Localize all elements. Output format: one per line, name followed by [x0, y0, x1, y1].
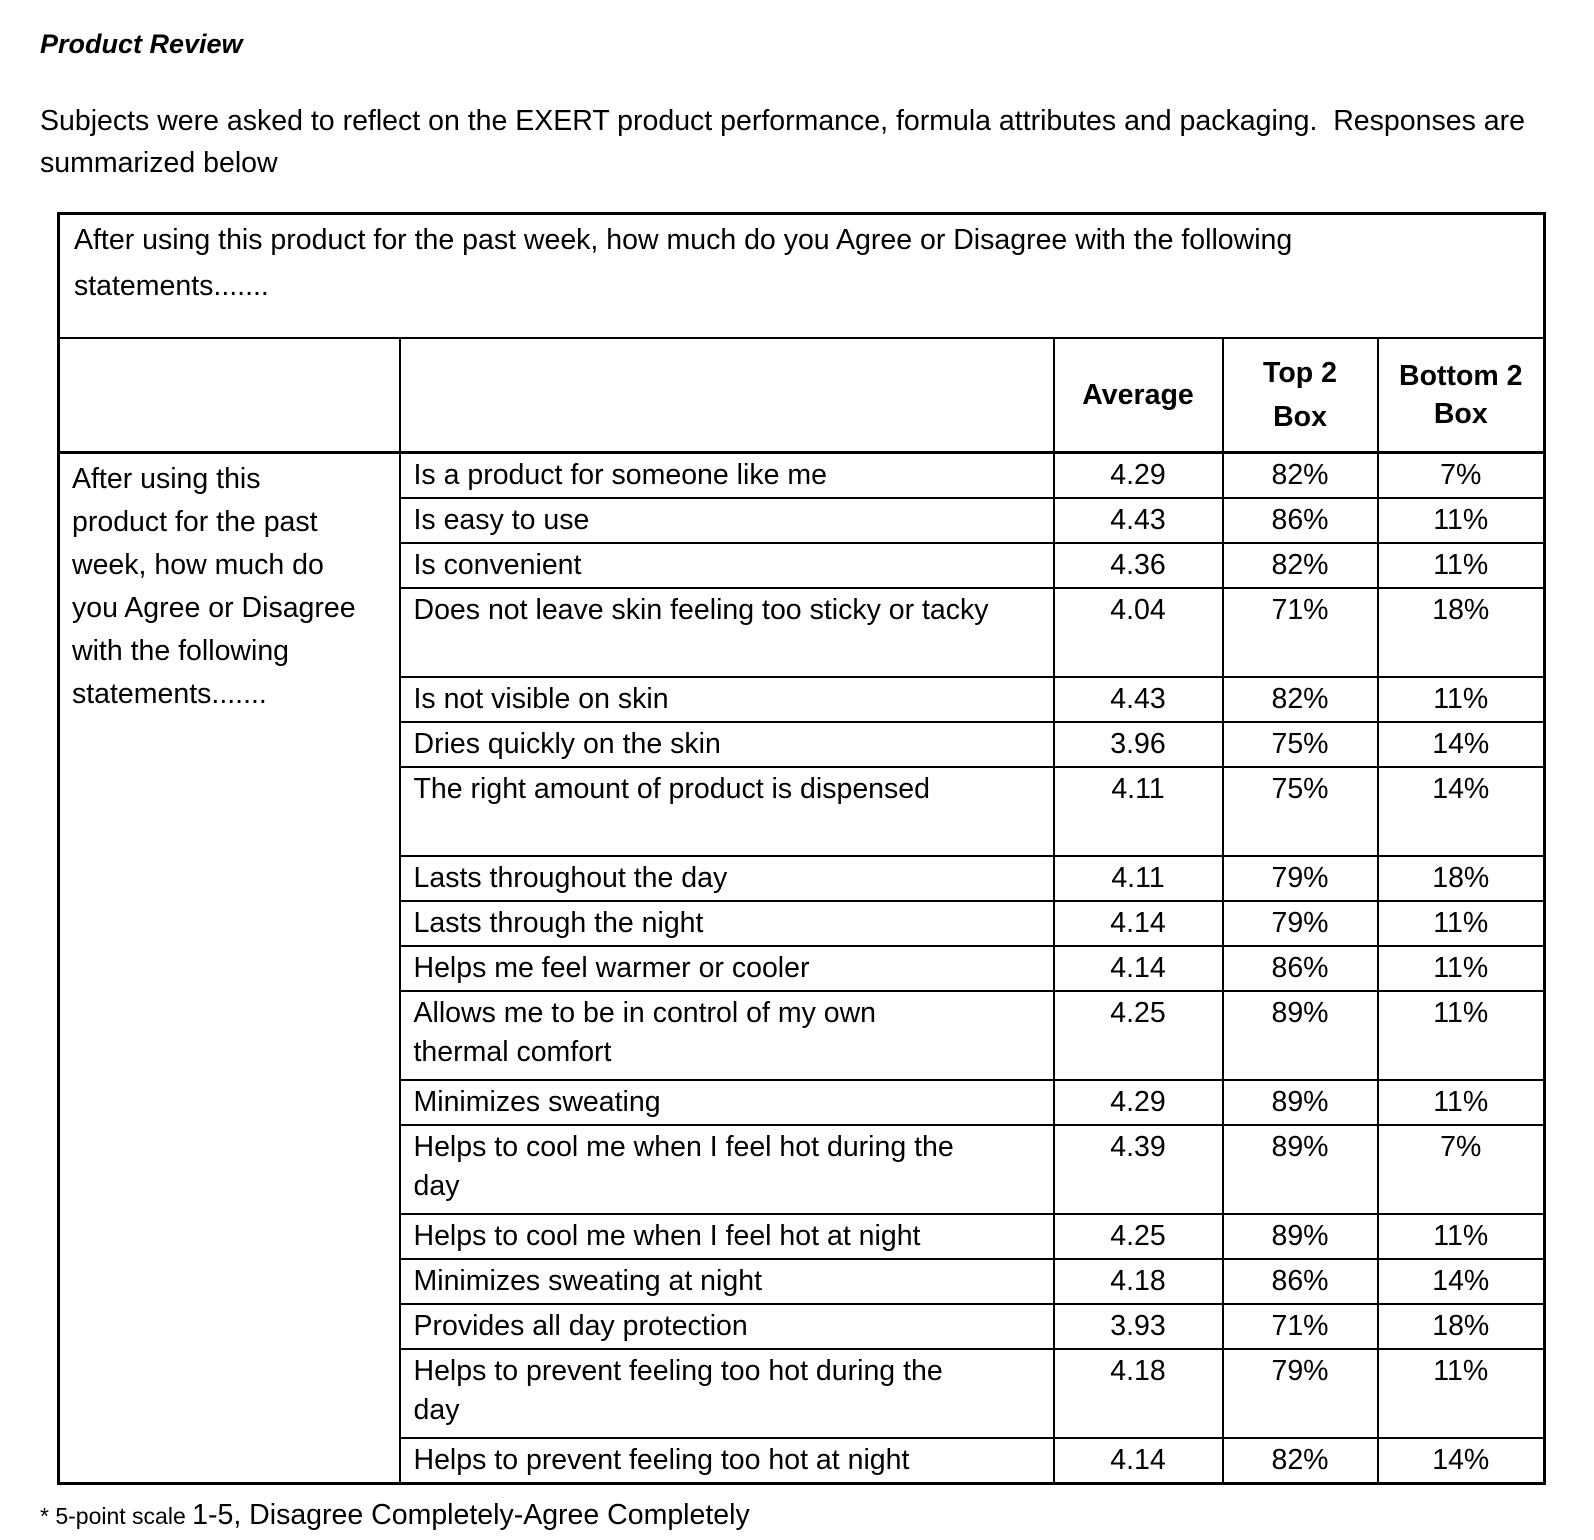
- statement-cell: Lasts throughout the day: [400, 856, 1054, 901]
- bottom2box-cell: 11%: [1378, 991, 1545, 1080]
- statement-cell: Helps me feel warmer or cooler: [400, 946, 1054, 991]
- bottom2box-cell: 14%: [1378, 767, 1545, 856]
- column-header-empty-1: [59, 338, 400, 453]
- average-cell: 4.25: [1054, 991, 1223, 1080]
- statement-cell: Does not leave skin feeling too sticky or tacky: [400, 588, 1054, 677]
- top2box-cell: 82%: [1223, 543, 1378, 588]
- top2box-cell: 89%: [1223, 1125, 1378, 1214]
- statement-cell: Lasts through the night: [400, 901, 1054, 946]
- top2box-cell: 89%: [1223, 1214, 1378, 1259]
- average-cell: 4.04: [1054, 588, 1223, 677]
- bottom2box-cell: 11%: [1378, 1349, 1545, 1438]
- top2box-cell: 71%: [1223, 588, 1378, 677]
- table-row: [59, 453, 1545, 499]
- bottom2box-cell: 7%: [1378, 453, 1545, 499]
- average-cell: 3.93: [1054, 1304, 1223, 1349]
- average-cell: 4.14: [1054, 1438, 1223, 1484]
- statement-cell: Is a product for someone like me: [400, 453, 1054, 499]
- column-header-row: [59, 338, 1545, 453]
- statement-cell: The right amount of product is dispensed: [400, 767, 1054, 856]
- top2box-cell: 86%: [1223, 946, 1378, 991]
- statement-cell: Helps to prevent feeling too hot during the day: [400, 1349, 1054, 1438]
- banner-row: [59, 214, 1545, 339]
- column-header-top2box: Top 2 Box: [1223, 338, 1378, 453]
- statement-cell: Is easy to use: [400, 498, 1054, 543]
- bottom2box-cell: 11%: [1378, 543, 1545, 588]
- bottom2box-cell: 14%: [1378, 722, 1545, 767]
- statement-cell: Provides all day protection: [400, 1304, 1054, 1349]
- top2box-cell: 79%: [1223, 1349, 1378, 1438]
- bottom2box-cell: 11%: [1378, 677, 1545, 722]
- average-cell: 4.11: [1054, 856, 1223, 901]
- page-title: Product Review: [40, 29, 243, 59]
- average-cell: 4.11: [1054, 767, 1223, 856]
- average-cell: 4.14: [1054, 946, 1223, 991]
- statement-cell: Helps to cool me when I feel hot at night: [400, 1214, 1054, 1259]
- bottom2box-cell: 11%: [1378, 946, 1545, 991]
- average-cell: 4.36: [1054, 543, 1223, 588]
- top2box-cell: 82%: [1223, 453, 1378, 499]
- row-group-label: After using this product for the past week, how much do you Agree or Disagree with the following statements.......: [59, 453, 400, 1484]
- bottom2box-cell: 11%: [1378, 498, 1545, 543]
- footnote-scale-text: 1-5, Disagree Completely-Agree Completely: [192, 1499, 750, 1531]
- top2box-cell: 79%: [1223, 901, 1378, 946]
- column-header-bottom2box: Bottom 2 Box: [1378, 338, 1545, 453]
- column-header-empty-2: [400, 338, 1054, 453]
- intro-text: Subjects were asked to reflect on the EXERT product performance, formula attributes and packaging. Responses are summarized below: [40, 105, 1525, 179]
- bottom2box-cell: 18%: [1378, 856, 1545, 901]
- top2box-cell: 86%: [1223, 1259, 1378, 1304]
- bottom2box-cell: 11%: [1378, 1214, 1545, 1259]
- statement-cell: Allows me to be in control of my own thermal comfort: [400, 991, 1054, 1080]
- average-cell: 4.14: [1054, 901, 1223, 946]
- average-cell: 4.29: [1054, 453, 1223, 499]
- footnote-scale-prefix: * 5-point scale: [40, 1503, 193, 1529]
- average-cell: 4.29: [1054, 1080, 1223, 1125]
- footnote: [40, 1497, 1554, 1538]
- statement-cell: Helps to prevent feeling too hot at night: [400, 1438, 1054, 1484]
- statement-cell: Dries quickly on the skin: [400, 722, 1054, 767]
- survey-table: [57, 212, 1546, 1485]
- top2box-cell: 82%: [1223, 1438, 1378, 1484]
- average-cell: 4.25: [1054, 1214, 1223, 1259]
- question-banner: After using this product for the past week, how much do you Agree or Disagree with the following statements.......: [59, 214, 1545, 339]
- top2box-cell: 79%: [1223, 856, 1378, 901]
- average-cell: 4.43: [1054, 498, 1223, 543]
- statement-cell: Helps to cool me when I feel hot during the day: [400, 1125, 1054, 1214]
- bottom2box-cell: 14%: [1378, 1438, 1545, 1484]
- average-cell: 4.18: [1054, 1259, 1223, 1304]
- top2box-cell: 75%: [1223, 722, 1378, 767]
- average-cell: 4.39: [1054, 1125, 1223, 1214]
- average-cell: 3.96: [1054, 722, 1223, 767]
- statement-cell: Minimizes sweating at night: [400, 1259, 1054, 1304]
- top2box-cell: 71%: [1223, 1304, 1378, 1349]
- bottom2box-cell: 11%: [1378, 901, 1545, 946]
- bottom2box-cell: 14%: [1378, 1259, 1545, 1304]
- top2box-cell: 82%: [1223, 677, 1378, 722]
- statement-cell: Minimizes sweating: [400, 1080, 1054, 1125]
- average-cell: 4.43: [1054, 677, 1223, 722]
- table-body: [59, 453, 1545, 1484]
- top2box-cell: 89%: [1223, 991, 1378, 1080]
- statement-cell: Is not visible on skin: [400, 677, 1054, 722]
- column-header-average: Average: [1054, 338, 1223, 453]
- bottom2box-cell: 7%: [1378, 1125, 1545, 1214]
- top2box-cell: 89%: [1223, 1080, 1378, 1125]
- statement-cell: Is convenient: [400, 543, 1054, 588]
- bottom2box-cell: 18%: [1378, 1304, 1545, 1349]
- top2box-cell: 86%: [1223, 498, 1378, 543]
- bottom2box-cell: 18%: [1378, 588, 1545, 677]
- average-cell: 4.18: [1054, 1349, 1223, 1438]
- bottom2box-cell: 11%: [1378, 1080, 1545, 1125]
- top2box-cell: 75%: [1223, 767, 1378, 856]
